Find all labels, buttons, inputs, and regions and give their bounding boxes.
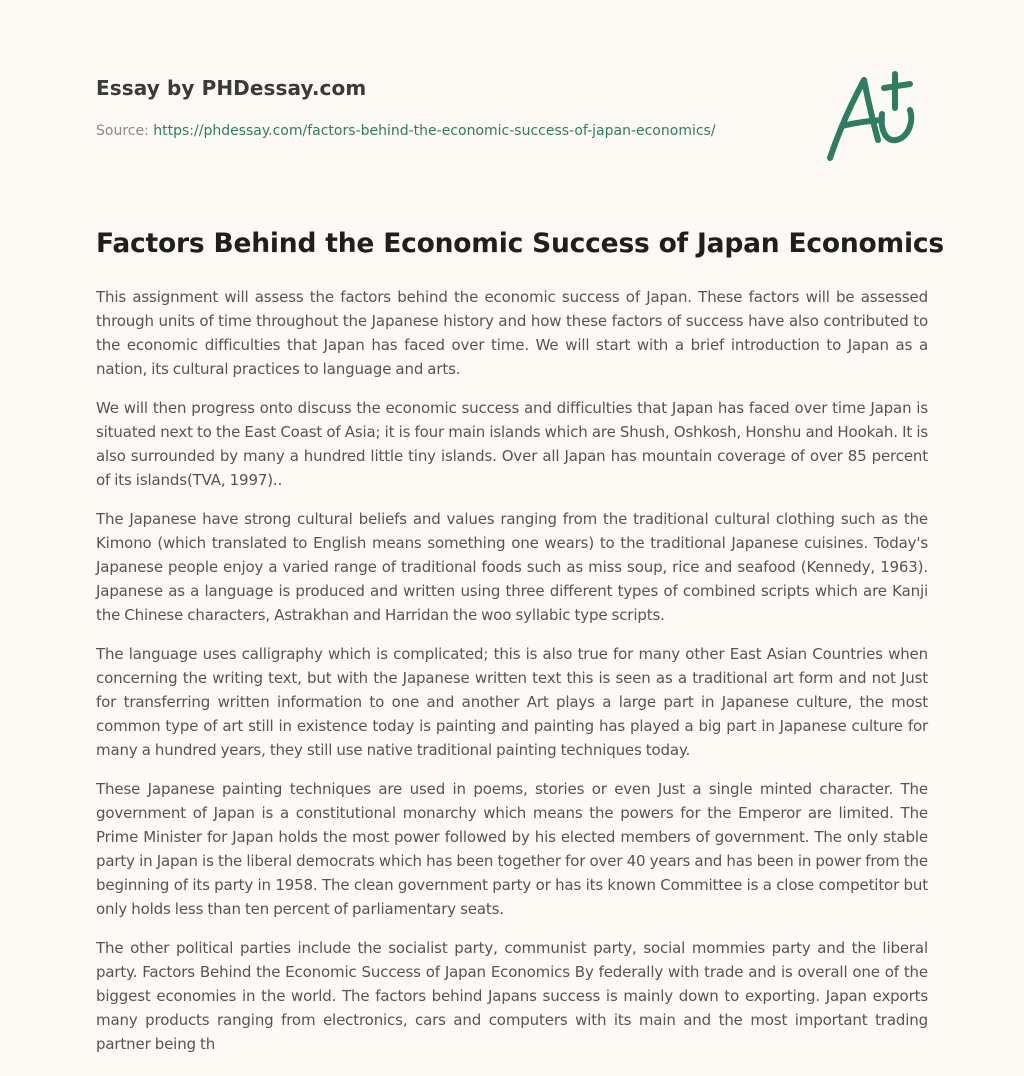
source-label: Source: [96, 123, 154, 139]
essay-title: Factors Behind the Economic Success of Japan Economics [96, 228, 944, 259]
essay-paragraph: The other political parties include the socialist party, communist party, social mommies party and the liberal party. Factors Behind the Economic Success of Japan Economics By federally with trade and is overall one of the biggest economies in the world. The factors behind Japans success is mainly down to exporting. Japan exports many products ranging from electronics, cars and computers with its main and the most important trading partner being th [96, 939, 928, 1053]
essay-paragraph: This assignment will assess the factors behind the economic success of Japan. These factors will be assessed through units of time throughout the Japanese history and how these factors of success have also contributed to the economic difficulties that Japan has faced over time. We will start with a brief introduction to Japan as a nation, its cultural practices to language and arts. [96, 288, 928, 378]
a-plus-grade-icon [820, 66, 928, 166]
essay-paragraph: The Japanese have strong cultural beliefs and values ranging from the traditional cultural clothing such as the Kimono (which translated to English means something one wears) to the traditional Japanese cuisines. Today's Japanese people enjoy a varied range of traditional foods such as miss soup, rice and seafood (Kennedy, 1963). Japanese as a language is produced and written using three different types of combined scripts which are Kanji the Chinese characters, Astrakhan and Harridan the woo syllabic type scripts. [96, 510, 928, 624]
essay-paragraph: We will then progress onto discuss the economic success and difficulties that Japan has faced over time Japan is situated next to the East Coast of Asia; it is four main islands which are Shush, Oshkosh, Honshu and Hookah. It is also surrounded by many a hundred little tiny islands. Over all Japan has mountain coverage of over 85 percent of its islands(TVA, 1997).. [96, 399, 928, 489]
source-link[interactable]: https://phdessay.com/factors-behind-the-economic-success-of-japan-economics/ [153, 123, 716, 139]
essay-header [96, 76, 796, 139]
source-line [96, 123, 796, 139]
site-brand: Essay by PHDessay.com [96, 76, 367, 100]
essay-paragraph: The language uses calligraphy which is complicated; this is also true for many other East Asian Countries when concerning the writing text, but with the Japanese written text this is seen as a traditional art form and not Just for transferring written information to one and another Art plays a large part in Japanese culture, the most common type of art still in existence today is painting and painting has played a big part in Japanese culture for many a hundred years, they still use native traditional painting techniques today. [96, 645, 928, 759]
essay-paragraph: These Japanese painting techniques are used in poems, stories or even Just a single minted character. The government of Japan is a constitutional monarchy which means the powers for the Emperor are limited. The Prime Minister for Japan holds the most power followed by his elected members of government. The only stable party in Japan is the liberal democrats which has been together for over 40 years and has been in power from the beginning of its party in 1958. The clean government party or has its known Committee is a close competitor but only holds less than ten percent of parliamentary seats. [96, 780, 928, 918]
essay-body [96, 285, 928, 1071]
